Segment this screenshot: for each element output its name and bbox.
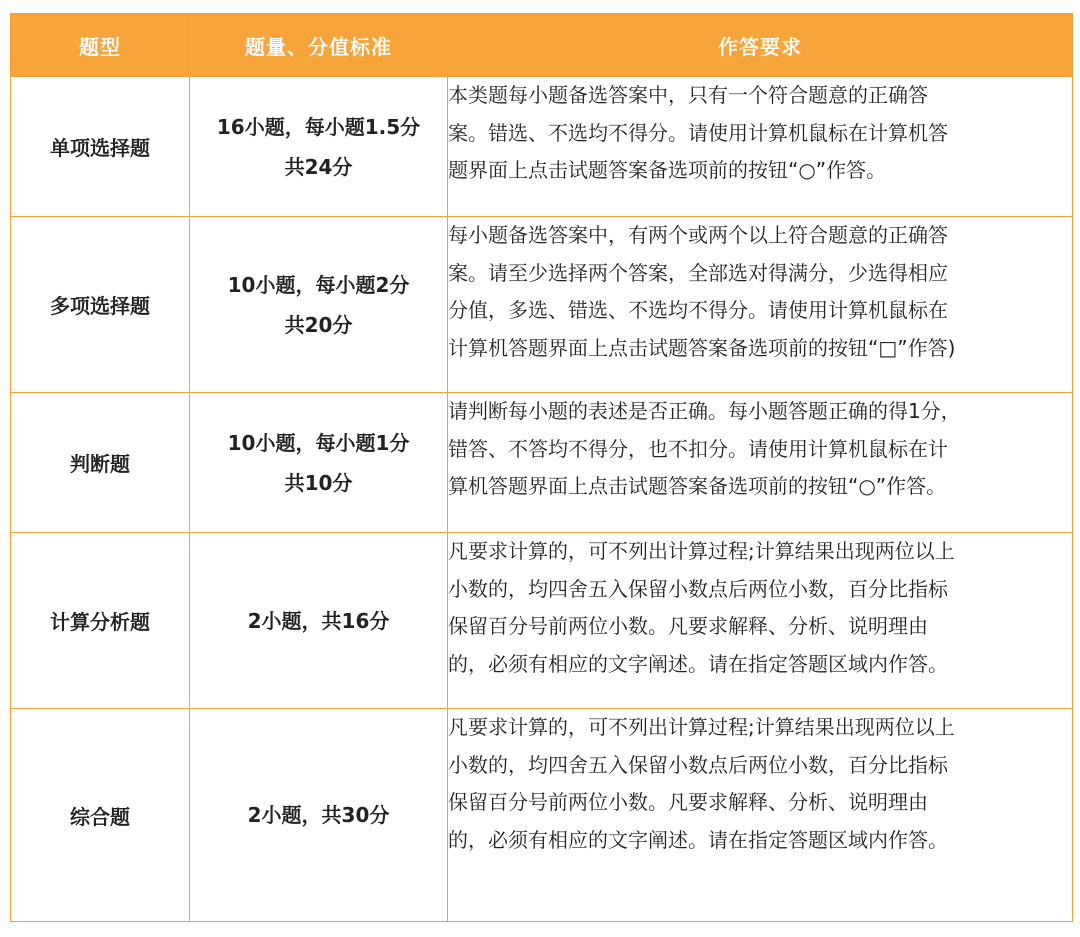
question-type-cell: 单项选择题	[11, 77, 190, 217]
requirement-line: 的，必须有相应的文字阐述。请在指定答题区域内作答。	[448, 651, 948, 676]
header-score-standard: 题量、分值标准	[190, 14, 448, 77]
requirement-line: 凡要求计算的，可不列出计算过程;计算结果出现两位以上	[448, 715, 955, 739]
requirement-line: 凡要求计算的，可不列出计算过程;计算结果出现两位以上	[448, 539, 955, 563]
requirement-line: 本类题每小题备选答案中，只有一个符合题意的正确答	[448, 83, 928, 107]
requirement-line: 算机答题界面上点击试题答案备选项前的按钮“○”作答。	[448, 474, 947, 498]
score-line: 2小题，共16分	[247, 608, 390, 633]
score-cell	[190, 77, 448, 217]
score-cell	[190, 217, 448, 393]
table-row	[11, 77, 1073, 217]
requirement-line: 计算机答题界面上点击试题答案备选项前的按钮“□”作答)	[448, 335, 956, 360]
question-type-cell: 多项选择题	[11, 217, 190, 393]
score-line: 10小题，每小题1分	[227, 430, 410, 455]
requirement-line: 小数的，均四舍五入保留小数点后两位小数，百分比指标	[448, 576, 948, 601]
score-cell	[190, 533, 448, 709]
table-row	[11, 393, 1073, 533]
question-type-cell: 综合题	[11, 709, 190, 922]
score-line: 共10分	[284, 470, 353, 495]
header-question-type: 题型	[11, 14, 190, 77]
requirement-line: 每小题备选答案中，有两个或两个以上符合题意的正确答	[448, 223, 948, 247]
exam-format-table-container	[10, 13, 1072, 922]
score-line: 16小题，每小题1.5分	[216, 114, 421, 139]
question-type-cell: 判断题	[11, 393, 190, 533]
score-line: 2小题，共30分	[247, 803, 390, 827]
requirement-cell	[448, 709, 1073, 922]
question-type-cell: 计算分析题	[11, 533, 190, 709]
requirement-line: 分值，多选、错选、不选均不得分。请使用计算机鼠标在	[448, 298, 948, 322]
requirement-line: 保留百分号前两位小数。凡要求解释、分析、说明理由	[448, 790, 928, 814]
requirement-cell	[448, 217, 1073, 393]
requirement-line: 错答、不答均不得分，也不扣分。请使用计算机鼠标在计	[448, 436, 948, 461]
table-row	[11, 709, 1073, 922]
header-answer-requirement: 作答要求	[448, 14, 1073, 77]
requirement-line: 题界面上点击试题答案备选项前的按钮“○”作答。	[448, 158, 887, 182]
table-row	[11, 217, 1073, 393]
score-line: 共20分	[284, 312, 353, 337]
requirement-cell	[448, 393, 1073, 533]
requirement-line: 保留百分号前两位小数。凡要求解释、分析、说明理由	[448, 614, 928, 638]
requirement-line: 案。请至少选择两个答案，全部选对得满分，少选得相应	[448, 260, 948, 285]
score-cell	[190, 709, 448, 922]
table-header-row	[11, 14, 1073, 77]
score-cell	[190, 393, 448, 533]
requirement-line: 小数的，均四舍五入保留小数点后两位小数，百分比指标	[448, 752, 948, 777]
requirement-cell	[448, 533, 1073, 709]
requirement-line: 案。错选、不选均不得分。请使用计算机鼠标在计算机答	[448, 120, 948, 145]
exam-format-table	[10, 13, 1073, 922]
requirement-line: 的，必须有相应的文字阐述。请在指定答题区域内作答。	[448, 827, 948, 852]
score-line: 共24分	[284, 154, 353, 179]
requirement-cell	[448, 77, 1073, 217]
requirement-line: 请判断每小题的表述是否正确。每小题答题正确的得1分，	[448, 399, 961, 423]
score-line: 10小题，每小题2分	[227, 272, 410, 297]
table-row	[11, 533, 1073, 709]
